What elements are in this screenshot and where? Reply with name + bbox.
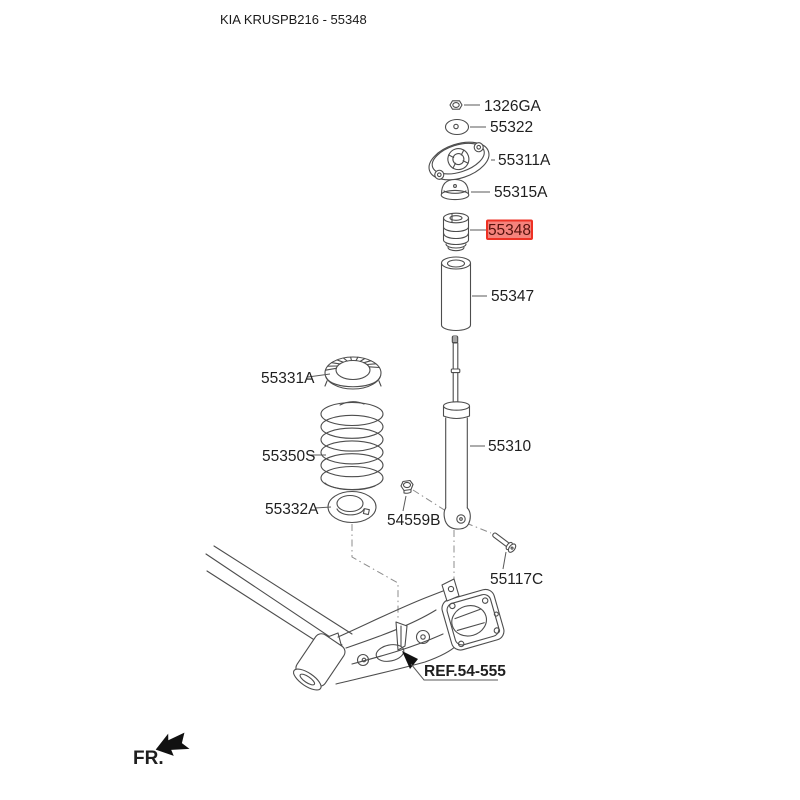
- label-55348[interactable]: 55348: [487, 222, 532, 239]
- label-55311A[interactable]: 55311A: [498, 152, 551, 169]
- part-55332A-drawing: [328, 492, 376, 523]
- part-55322-drawing: [446, 120, 469, 135]
- part-55348-drawing: [444, 213, 469, 251]
- leader-55117C: [503, 552, 506, 569]
- part-1326GA-drawing: [450, 101, 462, 109]
- part-55310-drawing: [444, 336, 471, 529]
- leader-54559B: [403, 496, 406, 511]
- label-55332A[interactable]: 55332A: [265, 501, 319, 518]
- part-55348-highlight[interactable]: [487, 221, 532, 240]
- label-1326GA[interactable]: 1326GA: [484, 98, 541, 115]
- label-55315A[interactable]: 55315A: [494, 184, 548, 201]
- label-54559B[interactable]: 54559B: [387, 512, 441, 529]
- ref-callout[interactable]: [402, 651, 506, 680]
- label-55322[interactable]: 55322: [490, 119, 534, 136]
- fr-direction: [133, 729, 190, 769]
- ref-arrow-icon: [402, 651, 418, 669]
- label-55347[interactable]: 55347: [491, 288, 535, 305]
- part-55117C-drawing: [490, 530, 517, 553]
- fr-label: FR.: [133, 748, 164, 769]
- label-55117C[interactable]: 55117C: [490, 571, 544, 588]
- label-55350S[interactable]: 55350S: [262, 448, 316, 465]
- part-55331A-drawing: [325, 357, 381, 389]
- part-54559B-drawing: [401, 481, 413, 494]
- part-55350S-drawing: [321, 402, 383, 490]
- part-55347-drawing: [442, 257, 471, 331]
- part-55315A-drawing: [441, 180, 469, 200]
- label-55310[interactable]: 55310: [488, 438, 532, 455]
- page-title: KIA KRUSPB216 - 55348: [220, 12, 367, 27]
- label-55331A[interactable]: 55331A: [261, 370, 315, 387]
- part-55311A-drawing: [424, 135, 493, 186]
- ref-label[interactable]: REF.54-555: [424, 663, 506, 680]
